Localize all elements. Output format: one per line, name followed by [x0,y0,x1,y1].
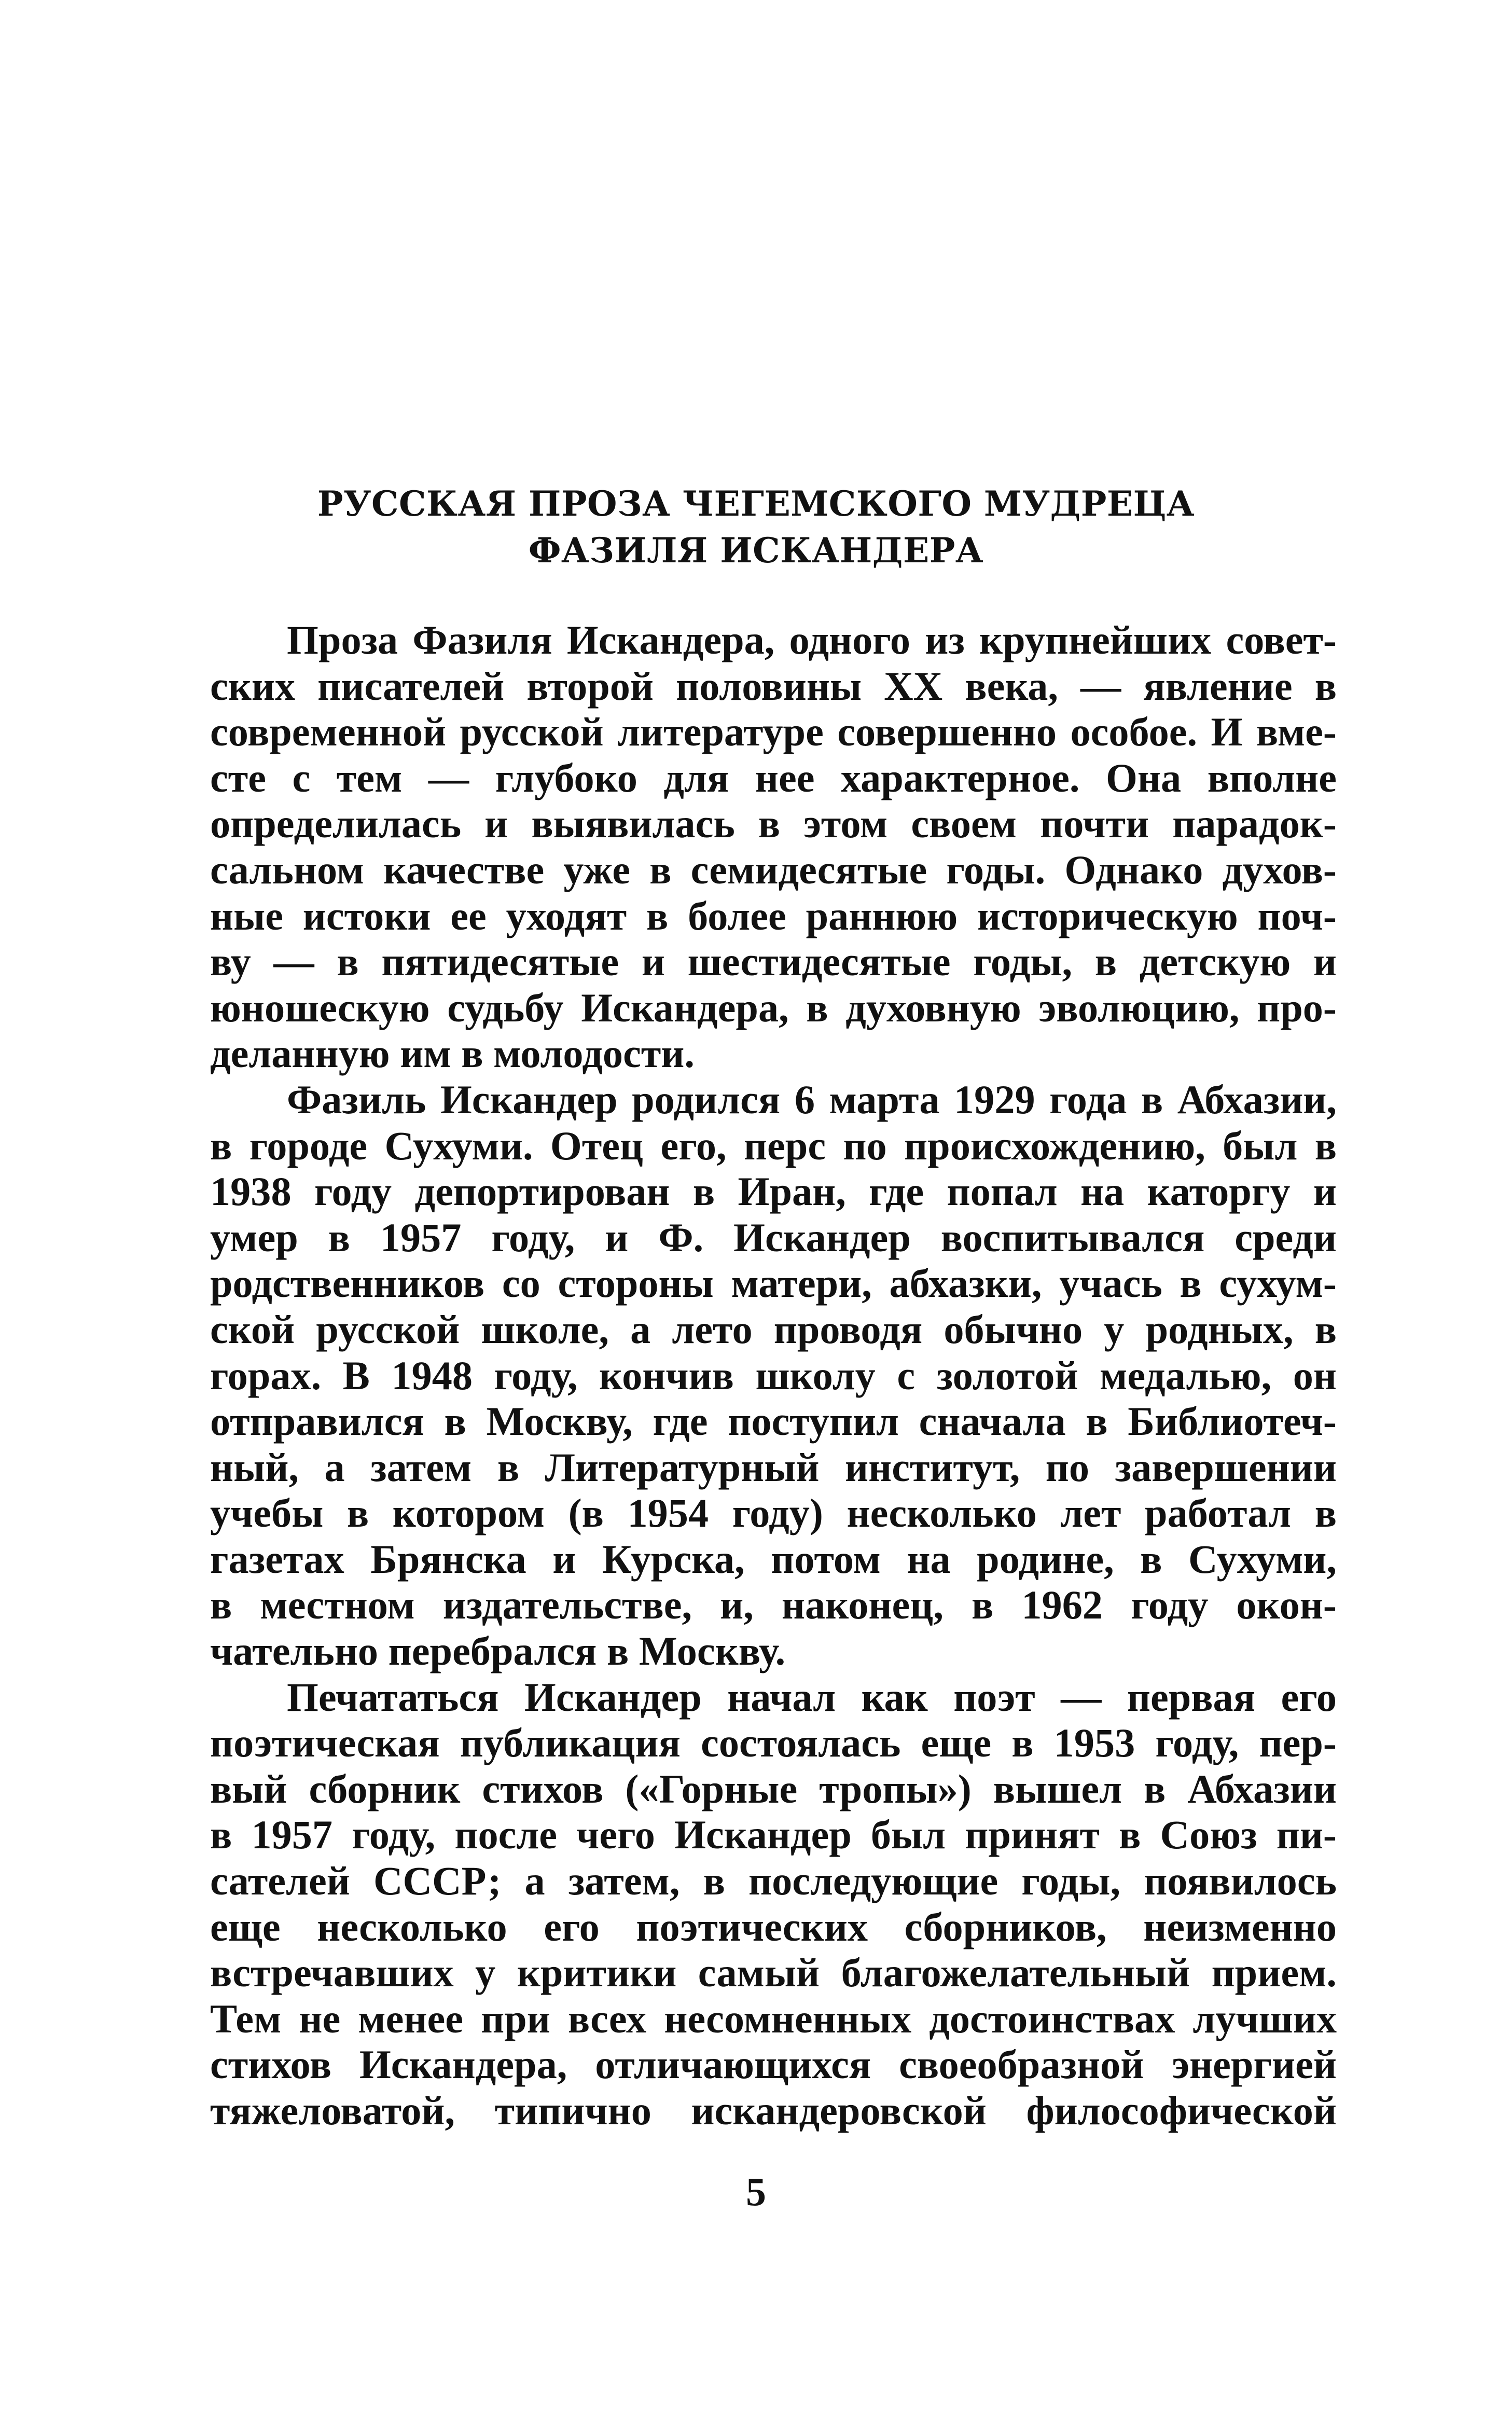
text-line: умер в 1957 году, и Ф. Искандер воспитывался среди [210,1214,1337,1260]
chapter-title-line-2: ФАЗИЛЯ ИСКАНДЕРА [528,530,984,571]
text-line: Фазиль Искандер родился 6 марта 1929 года в Абхазии, [287,1076,1337,1122]
text-line: учебы в котором (в 1954 году) несколько лет работал в [210,1490,1337,1536]
text-line: ву — в пятидесятые и шестидесятые годы, в детскую и [210,939,1337,985]
text-line: вый сборник стихов («Горные тропы») вышел в Абхазии [210,1766,1337,1811]
text-line: еще несколько его поэтических сборников, неизменно [210,1904,1337,1949]
text-line: сте с тем — глубоко для нее характерное. Она вполне [210,755,1337,800]
text-line: ные истоки ее уходят в более раннюю историческую поч- [210,893,1337,938]
paragraph-3 [210,1675,1337,2134]
text-line: отправился в Москву, где поступил сначала в Библиотеч- [210,1399,1337,1444]
chapter-title-line-1: РУССКАЯ ПРОЗА ЧЕГЕМСКОГО МУДРЕЦА [317,483,1195,524]
text-line: Печататься Искандер начал как поэт — первая его [287,1674,1337,1720]
text-line: газетах Брянска и Курска, потом на родине, в Сухуми, [210,1536,1337,1582]
text-line: в городе Сухуми. Отец его, перс по происхождению, был в [210,1123,1337,1168]
text-line: стихов Искандера, отличающихся своеобразной энергией [210,2042,1337,2087]
text-line: Проза Фазиля Искандера, одного из крупнейших совет- [287,617,1337,662]
text-line: 1938 году депортирован в Иран, где попал на каторгу и [210,1169,1337,1214]
text-line: поэтическая публикация состоялась еще в 1953 году, пер- [210,1720,1337,1766]
text-line: тяжеловатой, типично искандеровской философической [210,2088,1337,2133]
text-line: современной русской литературе совершенно особое. И вме- [210,709,1337,755]
text-line: ный, а затем в Литературный институт, по завершении [210,1444,1337,1490]
text-line: ской русской школе, а лето проводя обычно у родных, в [210,1306,1337,1352]
text-line: ских писателей второй половины XX века, — явление в [210,663,1337,709]
text-line: сателей СССР; а затем, в последующие годы, появилось [210,1858,1337,1904]
page-number: 5 [746,2169,766,2214]
paragraph-2 [210,1077,1337,1675]
text-line: родственников со стороны матери, абхазки, учась в сухум- [210,1261,1337,1306]
text-line: определилась и выявилась в этом своем почти парадок- [210,801,1337,847]
paragraph-1 [210,617,1337,1077]
text-line: деланную им в молодости. [210,1031,695,1076]
body-text [210,617,1337,2134]
text-line: сальном качестве уже в семидесятые годы. Однако духов- [210,847,1337,892]
text-line: чательно перебрался в Москву. [210,1628,786,1674]
text-line: горах. В 1948 году, кончив школу с золотой медалью, он [210,1352,1337,1398]
text-line: юношескую судьбу Искандера, в духовную эволюцию, про- [210,985,1337,1030]
text-line: Тем не менее при всех несомненных достоинствах лучших [210,1996,1337,2041]
text-line: в 1957 году, после чего Искандер был принят в Союз пи- [210,1812,1337,1858]
text-line: встречавших у критики самый благожелательный прием. [210,1950,1337,1996]
text-line: в местном издательстве, и, наконец, в 1962 году окон- [210,1582,1337,1628]
